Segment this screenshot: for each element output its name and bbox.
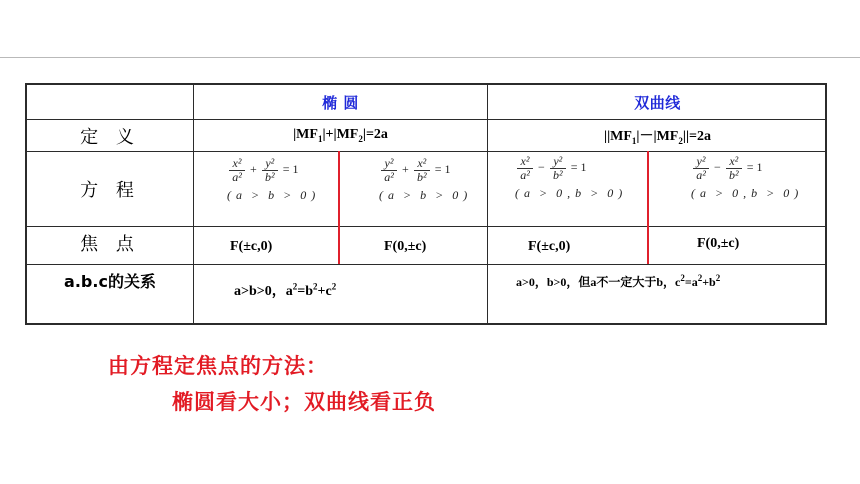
ellipse-relation-text: a>b>0，$a^2=b^2+c^2$ bbox=[234, 281, 337, 299]
slide-top-rule bbox=[0, 57, 860, 58]
hyperbola-focus-y: F(0,±c) bbox=[697, 236, 740, 251]
ellipse-focus-x: F(±c,0) bbox=[230, 239, 273, 254]
numerator: y² bbox=[384, 156, 394, 170]
denominator: b² bbox=[552, 168, 563, 182]
hyperbola-relation-text: a>0，b>0，但a不一定大于b，$c^2=a^2+b^2$ bbox=[516, 272, 721, 289]
numerator: y² bbox=[265, 156, 275, 170]
ellipse-definition bbox=[194, 120, 487, 151]
comparison-table bbox=[25, 83, 827, 325]
hyperbola-definition bbox=[488, 120, 827, 151]
ellipse-x-equation bbox=[227, 157, 316, 203]
denominator: b² bbox=[728, 168, 739, 182]
numerator: x² bbox=[232, 156, 242, 170]
hyperbola-y-equation bbox=[691, 155, 799, 201]
row-label-focus: 焦 点 bbox=[80, 234, 140, 255]
equals-one: = 1 bbox=[746, 160, 763, 175]
row-label-definition: 定 义 bbox=[80, 126, 140, 148]
denominator: b² bbox=[416, 170, 427, 184]
numerator: x² bbox=[729, 154, 739, 168]
header-hyperbola: 双曲线 bbox=[634, 93, 681, 112]
hyperbola-definition-text: $||MF_1|-|MF_2||=2a$ bbox=[603, 129, 712, 146]
denominator: a² bbox=[232, 170, 242, 184]
condition: ( a > 0 , b > 0 ) bbox=[515, 186, 624, 200]
denominator: a² bbox=[520, 168, 530, 182]
hyperbola-x-equation bbox=[515, 155, 623, 201]
numerator: x² bbox=[520, 154, 530, 168]
fraction bbox=[550, 155, 566, 182]
fraction bbox=[726, 155, 742, 182]
row-label-relation: a.b.c的关系 bbox=[64, 271, 156, 291]
condition: ( a > b > 0 ) bbox=[227, 188, 317, 202]
fraction bbox=[693, 155, 709, 182]
denominator: a² bbox=[384, 170, 394, 184]
fraction bbox=[414, 157, 430, 184]
numerator: y² bbox=[696, 154, 706, 168]
denominator: a² bbox=[696, 168, 706, 182]
denominator: b² bbox=[264, 170, 275, 184]
condition: ( a > b > 0 ) bbox=[379, 188, 469, 202]
ellipse-y-equation bbox=[379, 157, 468, 203]
hyperbola-focus-x: F(±c,0) bbox=[528, 239, 571, 254]
equals-one: = 1 bbox=[282, 162, 299, 177]
row-label-equation: 方 程 bbox=[80, 180, 140, 201]
ellipse-definition-text: $|MF_1|+|MF_2|=2a$ bbox=[293, 127, 388, 144]
header-ellipse: 椭 圆 bbox=[322, 93, 359, 112]
ellipse-focus-y: F(0,±c) bbox=[384, 239, 427, 254]
fraction bbox=[262, 157, 278, 184]
fraction bbox=[381, 157, 397, 184]
numerator: x² bbox=[417, 156, 427, 170]
note-method-title: 由方程定焦点的方法： bbox=[108, 354, 328, 378]
slide-top-band bbox=[0, 0, 860, 6]
condition: ( a > 0 , b > 0 ) bbox=[691, 186, 800, 200]
hyperbola-relation bbox=[488, 269, 827, 293]
note-method-rule: 椭圆看大小；双曲线看正负 bbox=[172, 390, 436, 414]
operator: − bbox=[538, 160, 545, 175]
operator: + bbox=[250, 162, 257, 177]
numerator: y² bbox=[553, 154, 563, 168]
ellipse-relation bbox=[194, 275, 487, 305]
operator: − bbox=[714, 160, 721, 175]
fraction bbox=[229, 157, 245, 184]
fraction bbox=[517, 155, 533, 182]
equals-one: = 1 bbox=[434, 162, 451, 177]
operator: + bbox=[402, 162, 409, 177]
equals-one: = 1 bbox=[570, 160, 587, 175]
